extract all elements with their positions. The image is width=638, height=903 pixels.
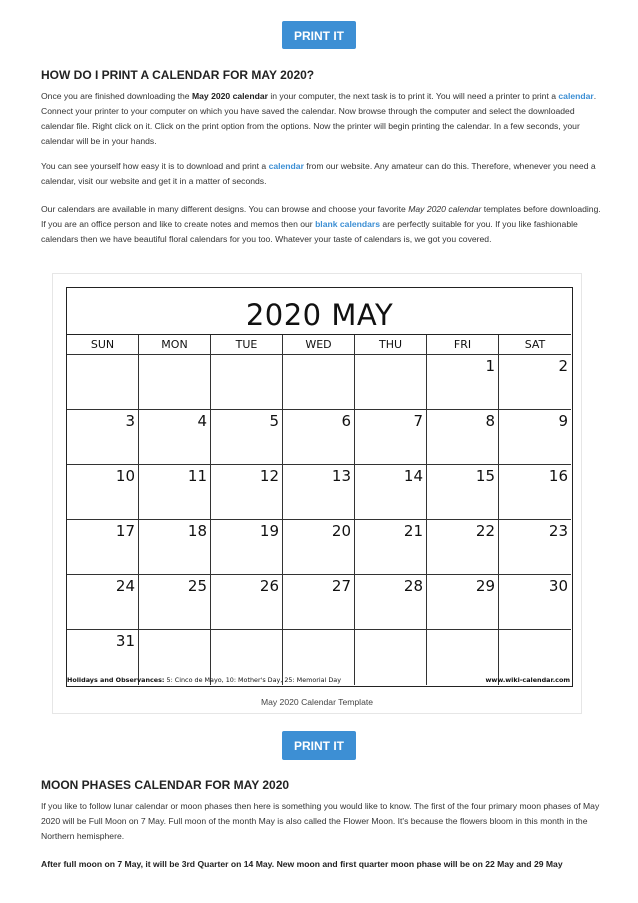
day-cell bbox=[427, 575, 499, 630]
day-cell bbox=[283, 410, 355, 465]
day-cell bbox=[499, 410, 571, 465]
day-number: 24 bbox=[115, 577, 135, 595]
italic-may-2020-calendar: May 2020 calendar bbox=[408, 204, 482, 214]
day-number: 25 bbox=[187, 577, 207, 595]
calendar-holidays-note: Holidays and Observances: 5: Cinco de Mayo, 10: Mother's Day, 25: Memorial Day bbox=[67, 676, 342, 684]
day-cell bbox=[211, 465, 283, 520]
calendar-link[interactable]: calendar bbox=[558, 91, 594, 101]
day-number: 28 bbox=[403, 577, 423, 595]
calendar-sheet bbox=[66, 287, 573, 687]
day-number: 10 bbox=[115, 467, 135, 485]
day-number: 20 bbox=[331, 522, 351, 540]
paragraph-easy-download: You can see yourself how easy it is to download and print a calendar from our website. Any amateur can do this. Therefore, whenever you need a calendar, visit our website and get it in a matter of seconds. bbox=[41, 161, 596, 186]
day-cell bbox=[499, 355, 571, 410]
day-cell bbox=[355, 575, 427, 630]
day-number: 5 bbox=[269, 412, 279, 430]
day-cell bbox=[427, 465, 499, 520]
day-cell bbox=[283, 465, 355, 520]
bold-may-2020-calendar: May 2020 calendar bbox=[191, 91, 268, 101]
day-number: 21 bbox=[403, 522, 423, 540]
day-name-thu: THU bbox=[355, 335, 427, 355]
day-cell bbox=[355, 355, 427, 410]
paragraph-print-instructions: Once you are finished downloading the May 2020 calendar in your computer, the next task is to print it. You will need a printer to print a calendar. Connect your printer to your computer on which you have saved the calendar. Now browse through the computer and select the downloaded calendar file. Right click on it. Click on the print option from the options. Now the printer will begin printing the calendar. In a few seconds, your calendar will be in your hands. bbox=[41, 91, 597, 146]
day-name-tue: TUE bbox=[211, 335, 283, 355]
blank-calendars-link[interactable]: blank calendars bbox=[315, 219, 381, 229]
day-cell bbox=[67, 520, 139, 575]
day-cell bbox=[139, 465, 211, 520]
day-cell bbox=[67, 575, 139, 630]
day-number: 26 bbox=[259, 577, 279, 595]
print-it-button-top[interactable]: PRINT IT bbox=[282, 21, 356, 49]
day-number: 31 bbox=[115, 632, 135, 650]
day-number: 7 bbox=[413, 412, 423, 430]
day-name-sat: SAT bbox=[499, 335, 571, 355]
day-number: 11 bbox=[187, 467, 207, 485]
paragraph-designs: Our calendars are available in many different designs. You can browse and choose your favorite May 2020 calendar templates before downloading. If you are an office person and like to create notes and memos then our blank calendars are perfectly suitable for you. If you like fashionable calendars then we have beautiful floral calendars for you too. Whatever your taste of calendars is, we got you covered. bbox=[41, 204, 601, 244]
day-cell bbox=[499, 465, 571, 520]
day-cell bbox=[139, 520, 211, 575]
day-number: 1 bbox=[485, 357, 495, 375]
print-it-button-middle[interactable]: PRINT IT bbox=[282, 731, 356, 760]
day-cell bbox=[139, 575, 211, 630]
day-number: 22 bbox=[475, 522, 495, 540]
day-cell bbox=[67, 410, 139, 465]
day-number: 18 bbox=[187, 522, 207, 540]
day-number: 3 bbox=[125, 412, 135, 430]
day-cell bbox=[211, 575, 283, 630]
day-cell bbox=[355, 520, 427, 575]
calendar-website-note: www.wiki-calendar.com bbox=[485, 676, 570, 684]
day-cell bbox=[67, 465, 139, 520]
day-cell bbox=[499, 575, 571, 630]
day-number: 15 bbox=[475, 467, 495, 485]
day-cell bbox=[211, 410, 283, 465]
day-cell bbox=[67, 355, 139, 410]
day-cell bbox=[283, 355, 355, 410]
calendar-link-2[interactable]: calendar bbox=[268, 161, 304, 171]
day-number: 27 bbox=[331, 577, 351, 595]
day-cell bbox=[211, 520, 283, 575]
day-cell bbox=[355, 630, 427, 685]
day-number: 2 bbox=[558, 357, 568, 375]
day-name-mon: MON bbox=[139, 335, 211, 355]
day-number: 16 bbox=[548, 467, 568, 485]
section-heading-moon-phases: MOON PHASES CALENDAR FOR MAY 2020 bbox=[41, 778, 290, 792]
calendar-title: 2020 MAY bbox=[245, 298, 394, 332]
day-cell bbox=[355, 410, 427, 465]
day-number: 29 bbox=[475, 577, 495, 595]
calendar-image bbox=[52, 273, 582, 714]
paragraph-moon-phases: If you like to follow lunar calendar or moon phases then here is something you would like to know. The first of the four primary moon phases of May 2020 will be Full Moon on 7 May. Full moon of the month May is also called the Flower Moon. It's because the flowers bloom in this month in the Northern hemisphere. bbox=[41, 801, 600, 841]
day-number: 17 bbox=[115, 522, 135, 540]
day-name-fri: FRI bbox=[427, 335, 499, 355]
day-number: 19 bbox=[259, 522, 279, 540]
section-heading-print: HOW DO I PRINT A CALENDAR FOR MAY 2020? bbox=[41, 68, 315, 82]
day-number: 30 bbox=[548, 577, 568, 595]
day-cell bbox=[283, 520, 355, 575]
day-number: 6 bbox=[341, 412, 351, 430]
day-cell bbox=[499, 520, 571, 575]
paragraph-moon-quarters: After full moon on 7 May, it will be 3rd Quarter on 14 May. New moon and first quarter moon phase will be on 22 May and 29 May bbox=[41, 859, 563, 869]
day-number: 23 bbox=[548, 522, 568, 540]
day-cell bbox=[427, 410, 499, 465]
day-cell bbox=[355, 465, 427, 520]
calendar-grid bbox=[67, 334, 571, 685]
day-cell bbox=[427, 520, 499, 575]
day-cell bbox=[139, 355, 211, 410]
day-number: 4 bbox=[197, 412, 207, 430]
day-cell bbox=[283, 575, 355, 630]
day-number: 8 bbox=[485, 412, 495, 430]
day-number: 14 bbox=[403, 467, 423, 485]
day-number: 12 bbox=[259, 467, 279, 485]
day-name-wed: WED bbox=[283, 335, 355, 355]
day-number: 9 bbox=[558, 412, 568, 430]
day-cell bbox=[139, 410, 211, 465]
day-number: 13 bbox=[331, 467, 351, 485]
day-cell bbox=[427, 355, 499, 410]
day-cell bbox=[211, 355, 283, 410]
day-name-sun: SUN bbox=[67, 335, 139, 355]
image-caption: May 2020 Calendar Template bbox=[260, 697, 374, 707]
